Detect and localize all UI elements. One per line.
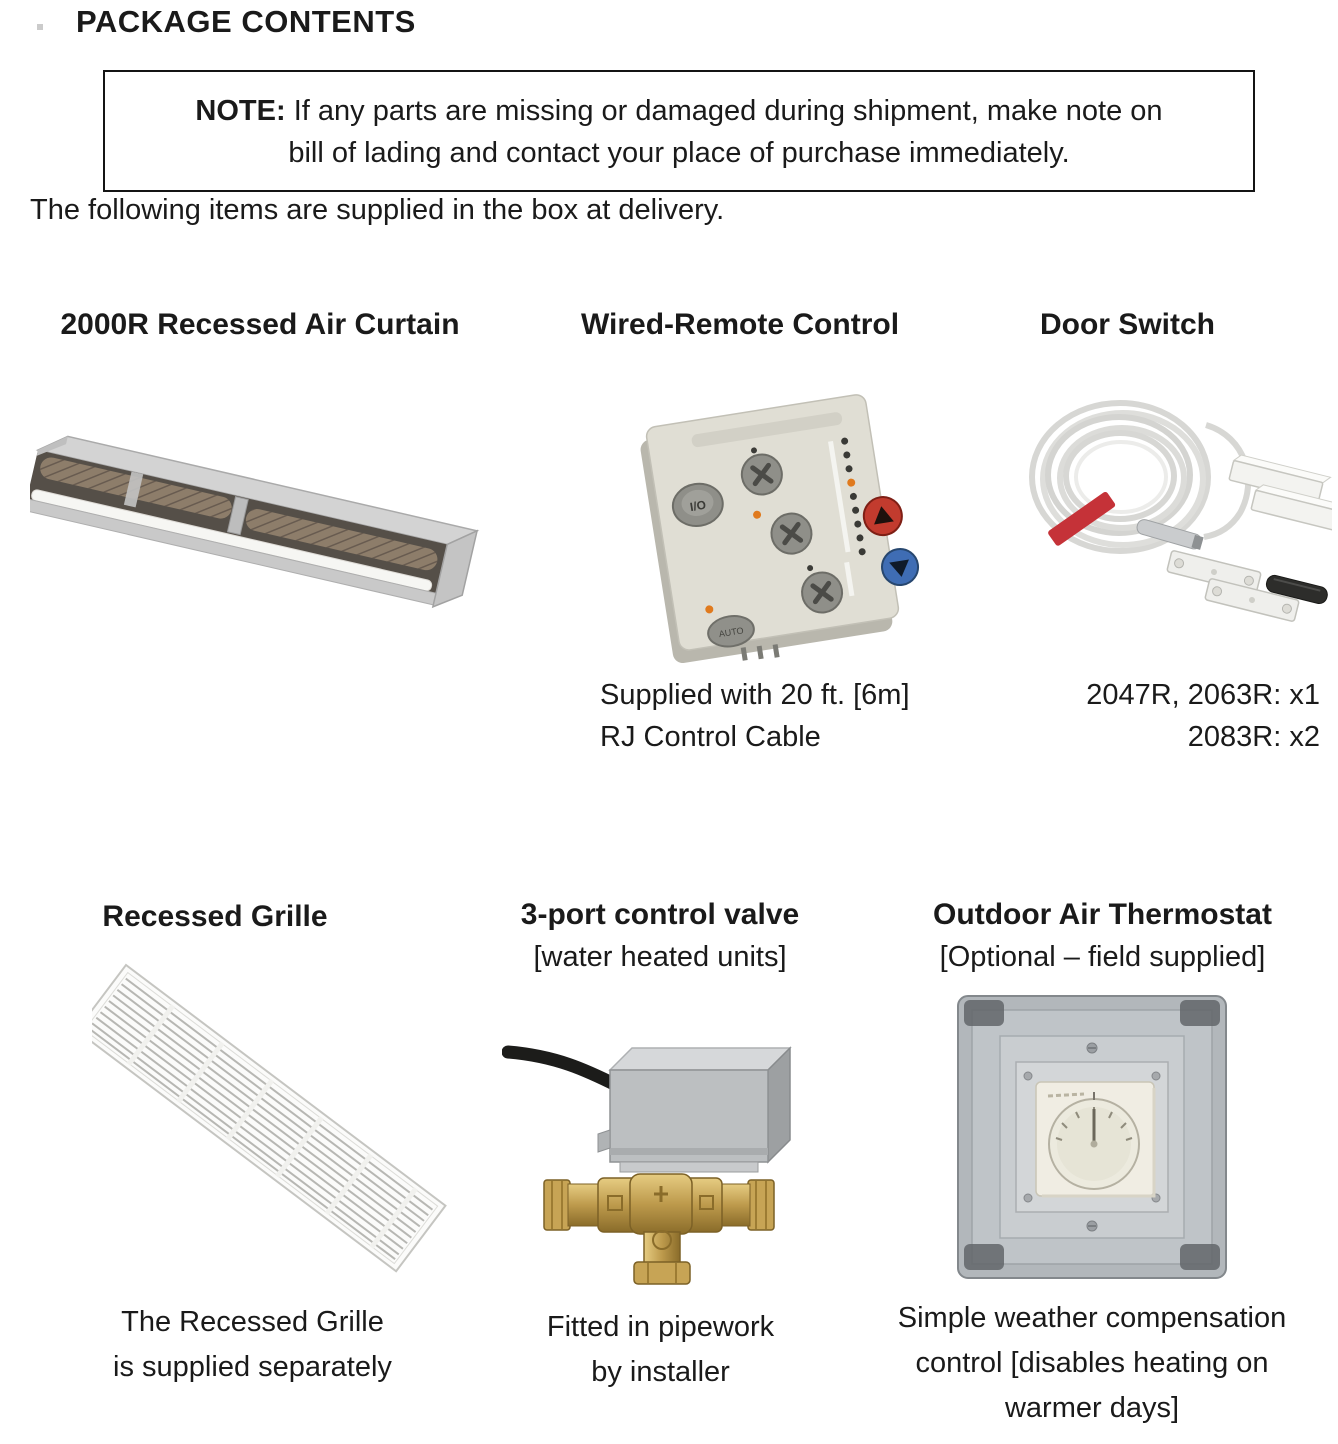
page-title: PACKAGE CONTENTS <box>76 4 416 39</box>
caption-line: is supplied separately <box>113 1351 392 1383</box>
corner-screw-block <box>1180 1000 1220 1026</box>
caption-line: Fitted in pipework <box>546 1311 775 1343</box>
caption-line: by installer <box>591 1356 730 1388</box>
corner-screw-block <box>964 1000 1004 1026</box>
item-title-wired-remote: Wired-Remote Control <box>580 308 900 341</box>
air-curtain-photo <box>30 368 490 653</box>
grille-panel <box>92 965 445 1271</box>
control-valve-photo <box>502 1008 814 1292</box>
note-text-1: If any parts are missing or damaged during shipment, make note on <box>293 95 1163 127</box>
auto-button-label: AUTO <box>718 625 745 640</box>
caption-line: Simple weather compensation <box>897 1302 1287 1334</box>
door-switch-photo <box>1020 385 1332 633</box>
item-title-control-valve: 3-port control valve <box>520 898 800 931</box>
air-curtain-unit <box>30 431 477 613</box>
caption-line: The Recessed Grille <box>121 1306 384 1338</box>
note-box <box>103 70 1255 192</box>
corner-screw-block <box>1180 1244 1220 1270</box>
bottom-nut <box>634 1262 690 1284</box>
actuator-cable <box>508 1052 618 1086</box>
thermostat-unit <box>1036 1082 1154 1196</box>
item-title-air-curtain: 2000R Recessed Air Curtain <box>60 308 460 341</box>
remote-control-photo <box>612 376 927 664</box>
note-line-2: bill of lading and contact your place of purchase immediately. <box>288 137 1070 169</box>
right-nut <box>748 1180 774 1230</box>
caption-line: RJ Control Cable <box>600 721 821 753</box>
item-subtitle-control-valve: [water heated units] <box>533 941 787 973</box>
valve-brass-body <box>544 1174 774 1284</box>
remote-body <box>637 389 927 664</box>
recessed-grille-photo <box>92 945 457 1277</box>
item-title-recessed-grille: Recessed Grille <box>102 900 328 933</box>
valve-actuator-box <box>598 1048 790 1172</box>
left-nut <box>544 1180 570 1230</box>
caption-line: 2047R, 2063R: x1 <box>1086 679 1320 711</box>
note-label: NOTE: <box>195 95 286 127</box>
item-title-door-switch: Door Switch <box>1039 308 1215 341</box>
list-marker-dot <box>37 24 43 30</box>
note-line-1 <box>105 90 1253 132</box>
item-title-outdoor-thermostat: Outdoor Air Thermostat <box>933 898 1272 931</box>
caption-door-switch <box>1018 674 1320 758</box>
intro-text: The following items are supplied in the box at delivery. <box>30 194 725 226</box>
corner-screw-block <box>964 1244 1004 1270</box>
caption-control-valve <box>478 1305 843 1395</box>
caption-line: warmer days] <box>1004 1392 1180 1424</box>
power-button-label: I/O <box>688 497 707 515</box>
caption-recessed-grille <box>65 1300 440 1390</box>
item-subtitle-outdoor-thermostat: [Optional – field supplied] <box>939 941 1266 973</box>
caption-line: control [disables heating on <box>915 1347 1269 1379</box>
thermostat-photo <box>948 992 1240 1284</box>
caption-wired-remote <box>600 674 1020 758</box>
caption-line: Supplied with 20 ft. [6m] <box>600 679 910 711</box>
caption-outdoor-thermostat <box>852 1296 1332 1431</box>
caption-line: 2083R: x2 <box>1187 721 1320 753</box>
